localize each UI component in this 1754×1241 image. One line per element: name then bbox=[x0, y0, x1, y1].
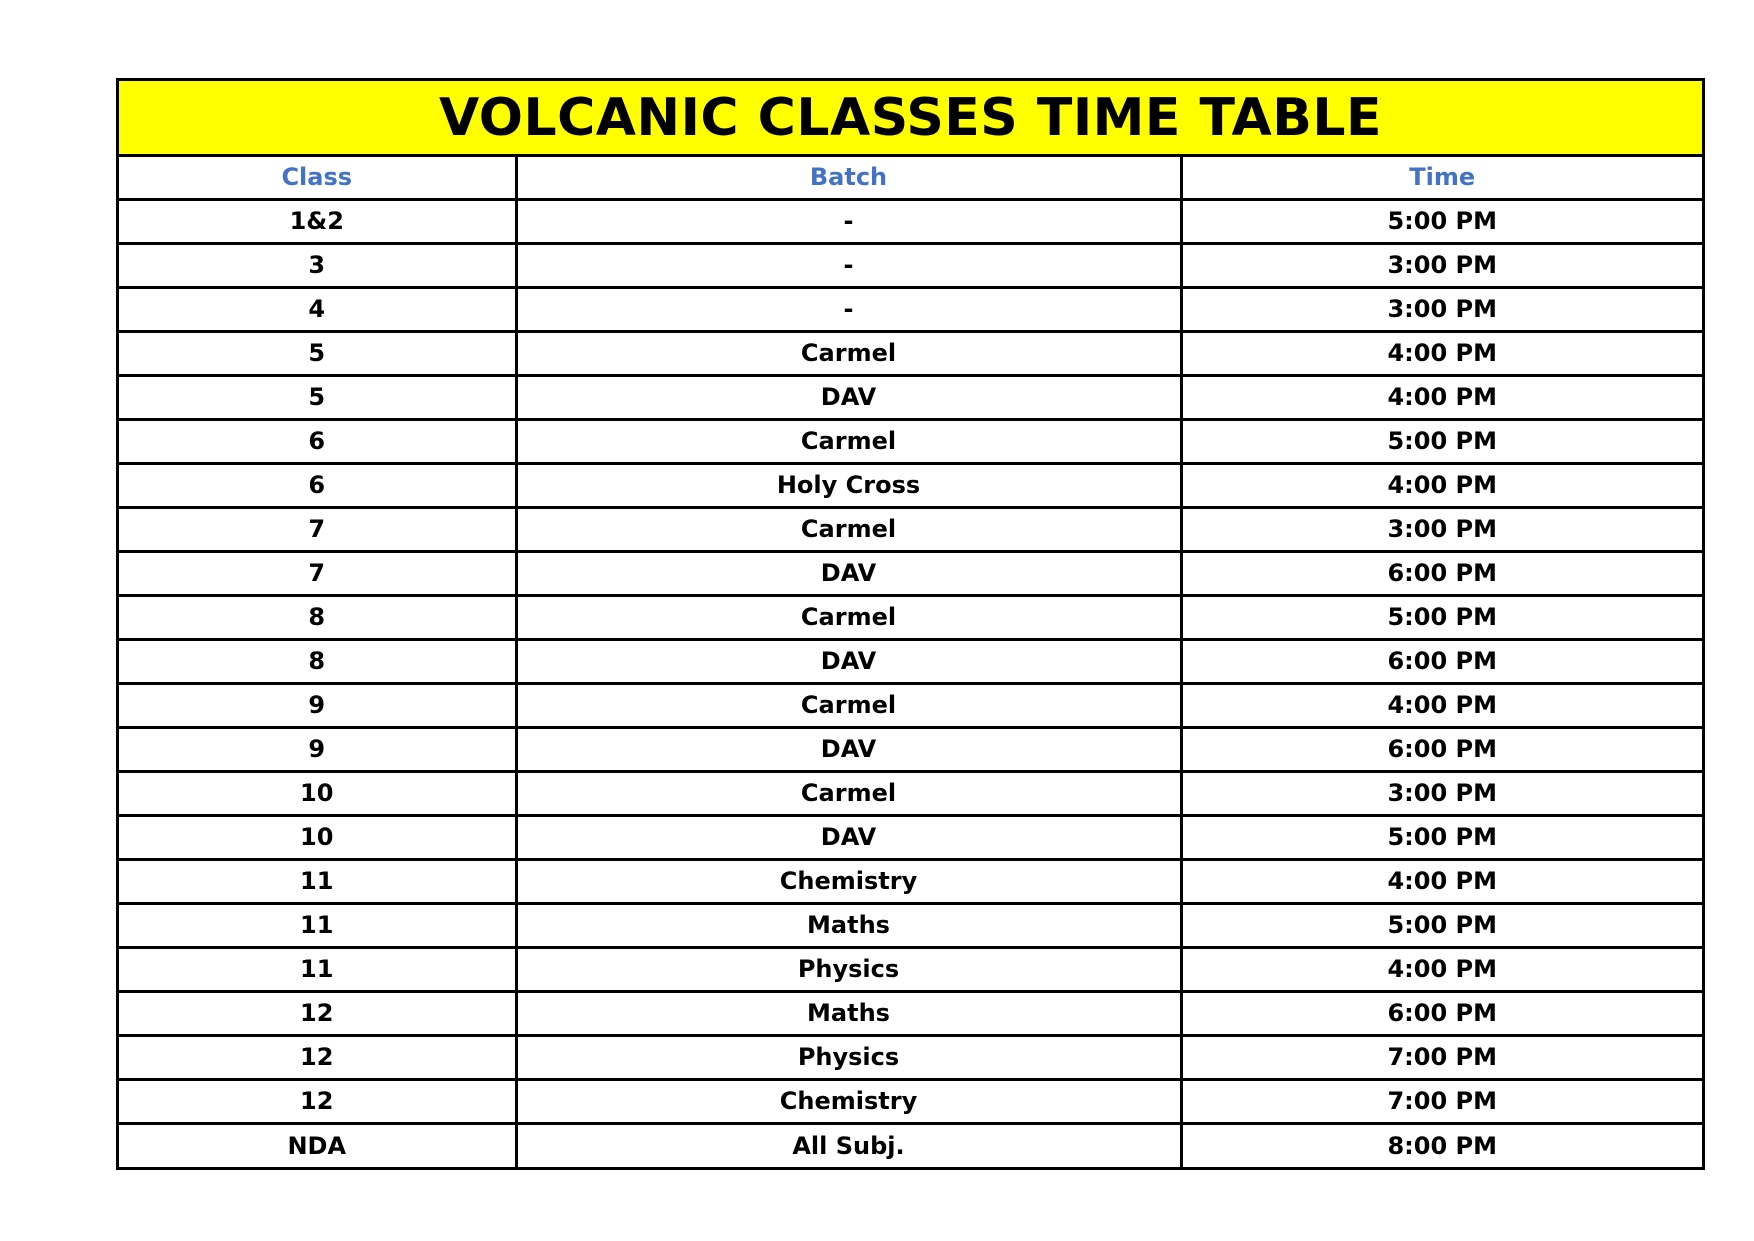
table-row bbox=[119, 1035, 1702, 1079]
class-cell: 10 bbox=[119, 771, 516, 815]
class-cell: 3 bbox=[119, 243, 516, 287]
time-cell: 3:00 PM bbox=[1181, 287, 1702, 331]
batch-cell: Maths bbox=[516, 991, 1181, 1035]
batch-cell: All Subj. bbox=[516, 1123, 1181, 1167]
class-cell: 8 bbox=[119, 639, 516, 683]
table-row bbox=[119, 815, 1702, 859]
column-header-class: Class bbox=[119, 157, 516, 199]
time-cell: 4:00 PM bbox=[1181, 375, 1702, 419]
table-row bbox=[119, 683, 1702, 727]
time-cell: 6:00 PM bbox=[1181, 551, 1702, 595]
time-cell: 6:00 PM bbox=[1181, 639, 1702, 683]
batch-cell: Chemistry bbox=[516, 859, 1181, 903]
table-row bbox=[119, 947, 1702, 991]
class-cell: 8 bbox=[119, 595, 516, 639]
time-cell: 4:00 PM bbox=[1181, 859, 1702, 903]
class-cell: 7 bbox=[119, 551, 516, 595]
batch-cell: DAV bbox=[516, 375, 1181, 419]
class-cell: 5 bbox=[119, 375, 516, 419]
table-row bbox=[119, 419, 1702, 463]
batch-cell: DAV bbox=[516, 639, 1181, 683]
time-cell: 3:00 PM bbox=[1181, 243, 1702, 287]
time-cell: 3:00 PM bbox=[1181, 771, 1702, 815]
column-header-time: Time bbox=[1181, 157, 1702, 199]
class-cell: 12 bbox=[119, 991, 516, 1035]
class-cell: 6 bbox=[119, 419, 516, 463]
batch-cell: DAV bbox=[516, 551, 1181, 595]
table-row bbox=[119, 1079, 1702, 1123]
title-bar bbox=[119, 81, 1702, 157]
time-cell: 5:00 PM bbox=[1181, 419, 1702, 463]
batch-cell: - bbox=[516, 287, 1181, 331]
batch-cell: Chemistry bbox=[516, 1079, 1181, 1123]
batch-cell: Carmel bbox=[516, 419, 1181, 463]
class-cell: 5 bbox=[119, 331, 516, 375]
table-row bbox=[119, 375, 1702, 419]
batch-cell: - bbox=[516, 243, 1181, 287]
table-row bbox=[119, 727, 1702, 771]
class-cell: 9 bbox=[119, 683, 516, 727]
class-cell: 7 bbox=[119, 507, 516, 551]
time-cell: 7:00 PM bbox=[1181, 1079, 1702, 1123]
time-cell: 3:00 PM bbox=[1181, 507, 1702, 551]
batch-cell: DAV bbox=[516, 815, 1181, 859]
header-row bbox=[119, 157, 1702, 199]
class-cell: 9 bbox=[119, 727, 516, 771]
class-cell: NDA bbox=[119, 1123, 516, 1167]
batch-cell: Carmel bbox=[516, 595, 1181, 639]
class-cell: 12 bbox=[119, 1079, 516, 1123]
class-cell: 12 bbox=[119, 1035, 516, 1079]
table-row bbox=[119, 199, 1702, 243]
table-row bbox=[119, 287, 1702, 331]
table-row bbox=[119, 595, 1702, 639]
table-row bbox=[119, 507, 1702, 551]
time-cell: 4:00 PM bbox=[1181, 947, 1702, 991]
batch-cell: Carmel bbox=[516, 683, 1181, 727]
time-cell: 4:00 PM bbox=[1181, 463, 1702, 507]
class-cell: 11 bbox=[119, 859, 516, 903]
timetable-sheet bbox=[116, 78, 1705, 1170]
table-row bbox=[119, 243, 1702, 287]
batch-cell: Physics bbox=[516, 1035, 1181, 1079]
time-cell: 8:00 PM bbox=[1387, 1131, 1498, 1160]
class-cell: 6 bbox=[119, 463, 516, 507]
batch-cell: DAV bbox=[516, 727, 1181, 771]
table-row bbox=[119, 771, 1702, 815]
class-cell: 4 bbox=[119, 287, 516, 331]
time-cell: 7:00 PM bbox=[1181, 1035, 1702, 1079]
table-row bbox=[119, 331, 1702, 375]
batch-cell: Maths bbox=[516, 903, 1181, 947]
time-cell: 6:00 PM bbox=[1181, 991, 1702, 1035]
table-row bbox=[119, 991, 1702, 1035]
table-row bbox=[119, 859, 1702, 903]
table-row bbox=[119, 463, 1702, 507]
time-cell: 4:00 PM bbox=[1181, 331, 1702, 375]
class-cell: 11 bbox=[119, 947, 516, 991]
table-row bbox=[119, 903, 1702, 947]
batch-cell: - bbox=[516, 199, 1181, 243]
time-cell: 6:00 PM bbox=[1181, 727, 1702, 771]
time-cell: 5:00 PM bbox=[1181, 199, 1702, 243]
time-cell: 4:00 PM bbox=[1181, 683, 1702, 727]
column-header-batch: Batch bbox=[516, 157, 1181, 199]
table-row bbox=[119, 551, 1702, 595]
batch-cell: Carmel bbox=[516, 507, 1181, 551]
timetable-body bbox=[119, 199, 1702, 1167]
timetable bbox=[119, 157, 1702, 1167]
page-title: VOLCANIC CLASSES TIME TABLE bbox=[438, 87, 1383, 148]
table-row bbox=[119, 639, 1702, 683]
time-cell: 5:00 PM bbox=[1181, 903, 1702, 947]
batch-cell: Carmel bbox=[516, 771, 1181, 815]
batch-cell: Carmel bbox=[516, 331, 1181, 375]
batch-cell: Holy Cross bbox=[516, 463, 1181, 507]
class-cell: 11 bbox=[119, 903, 516, 947]
batch-cell: Physics bbox=[516, 947, 1181, 991]
table-row bbox=[119, 1123, 1702, 1167]
time-cell: 5:00 PM bbox=[1181, 595, 1702, 639]
class-cell: 1&2 bbox=[119, 199, 516, 243]
class-cell: 10 bbox=[119, 815, 516, 859]
time-cell: 5:00 PM bbox=[1181, 815, 1702, 859]
